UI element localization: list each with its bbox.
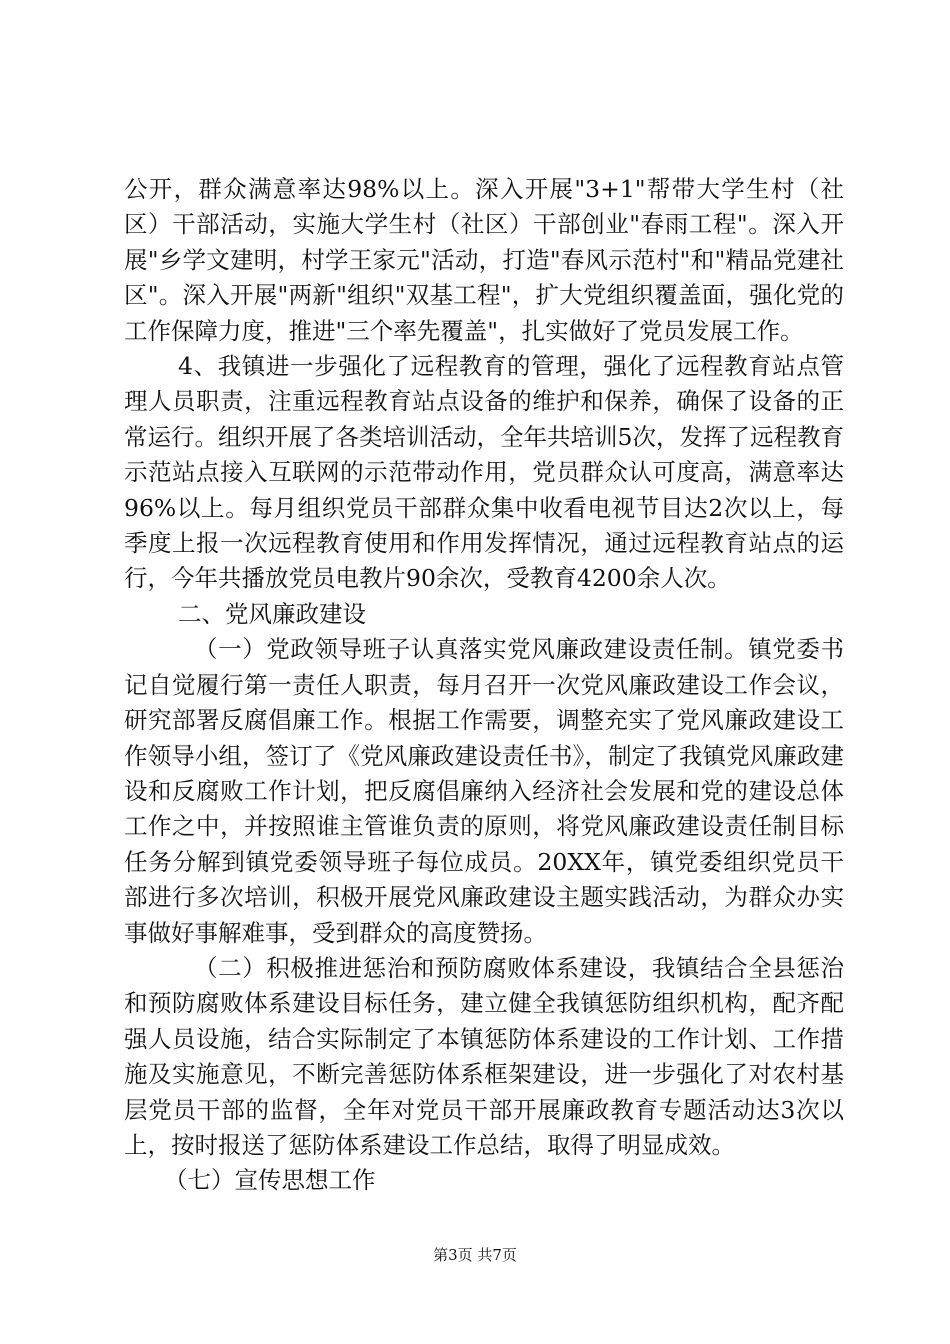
section-heading-publicity: （七）宣传思想工作 <box>164 1166 376 1195</box>
section-heading-clean-government: 二、党风廉政建设 <box>178 599 366 628</box>
paragraph-remote-education: 4、我镇进一步强化了远程教育的管理，强化了远程教育站点管理人员职责，注重远程教育站点设备的维护和保养，确保了设备的正常运行。组织开展了各类培训活动，全年共培训5次，发挥了远程教育示范站点接入互联网的示范带动作用，党员群众认可度高，满意率达96%以上。每月组织党员干部群众集中收看电视节目达2次以上，每季度上报一次远程教育使用和作用发挥情况，通过远程教育站点的运行，今年共播放党员电教片90余次，受教育4200余人次。 <box>124 352 844 593</box>
paragraph-anti-corruption-system: （二）积极推进惩治和预防腐败体系建设，我镇结合全县惩治和预防腐败体系建设目标任务，建立健全我镇惩防组织机构，配齐配强人员设施，结合实际制定了本镇惩防体系建设的工作计划、工作措施及实施意见，不断完善惩防体系框架建设，进一步强化了对农村基层党员干部的监督，全年对党员干部开展廉政教育专题活动达3次以上，按时报送了惩防体系建设工作总结，取得了明显成效。 <box>124 953 844 1159</box>
page-footer: 第3页 共7页 <box>433 1246 517 1264</box>
paragraph-party-members-development: 公开，群众满意率达98%以上。深入开展"3+1"帮带大学生村（社区）干部活动，实施大学生村（社区）干部创业"春雨工程"。深入开展"乡学文建明，村学王家元"活动，打造"春风示范村"和"精品党建社区"。深入开展"两新"组织"双基工程"，扩大党组织覆盖面，强化党的工作保障力度，推进"三个率先覆盖"，扎实做好了党员发展工作。 <box>124 175 844 345</box>
paragraph-responsibility-system: （一）党政领导班子认真落实党风廉政建设责任制。镇党委书记自觉履行第一责任人职责，每月召开一次党风廉政建设工作会议，研究部署反腐倡廉工作。根据工作需要，调整充实了党风廉政建设工作领导小组，签订了《党风廉政建设责任书》，制定了我镇党风廉政建设和反腐败工作计划，把反腐倡廉纳入经济社会发展和党的建设总体工作之中，并按照谁主管谁负责的原则，将党风廉政建设责任制目标任务分解到镇党委领导班子每位成员。20XX年，镇党委组织党员干部进行多次培训，积极开展党风廉政建设主题实践活动，为群众办实事做好事解难事，受到群众的高度赞扬。 <box>124 635 844 947</box>
document-body <box>124 172 844 1199</box>
